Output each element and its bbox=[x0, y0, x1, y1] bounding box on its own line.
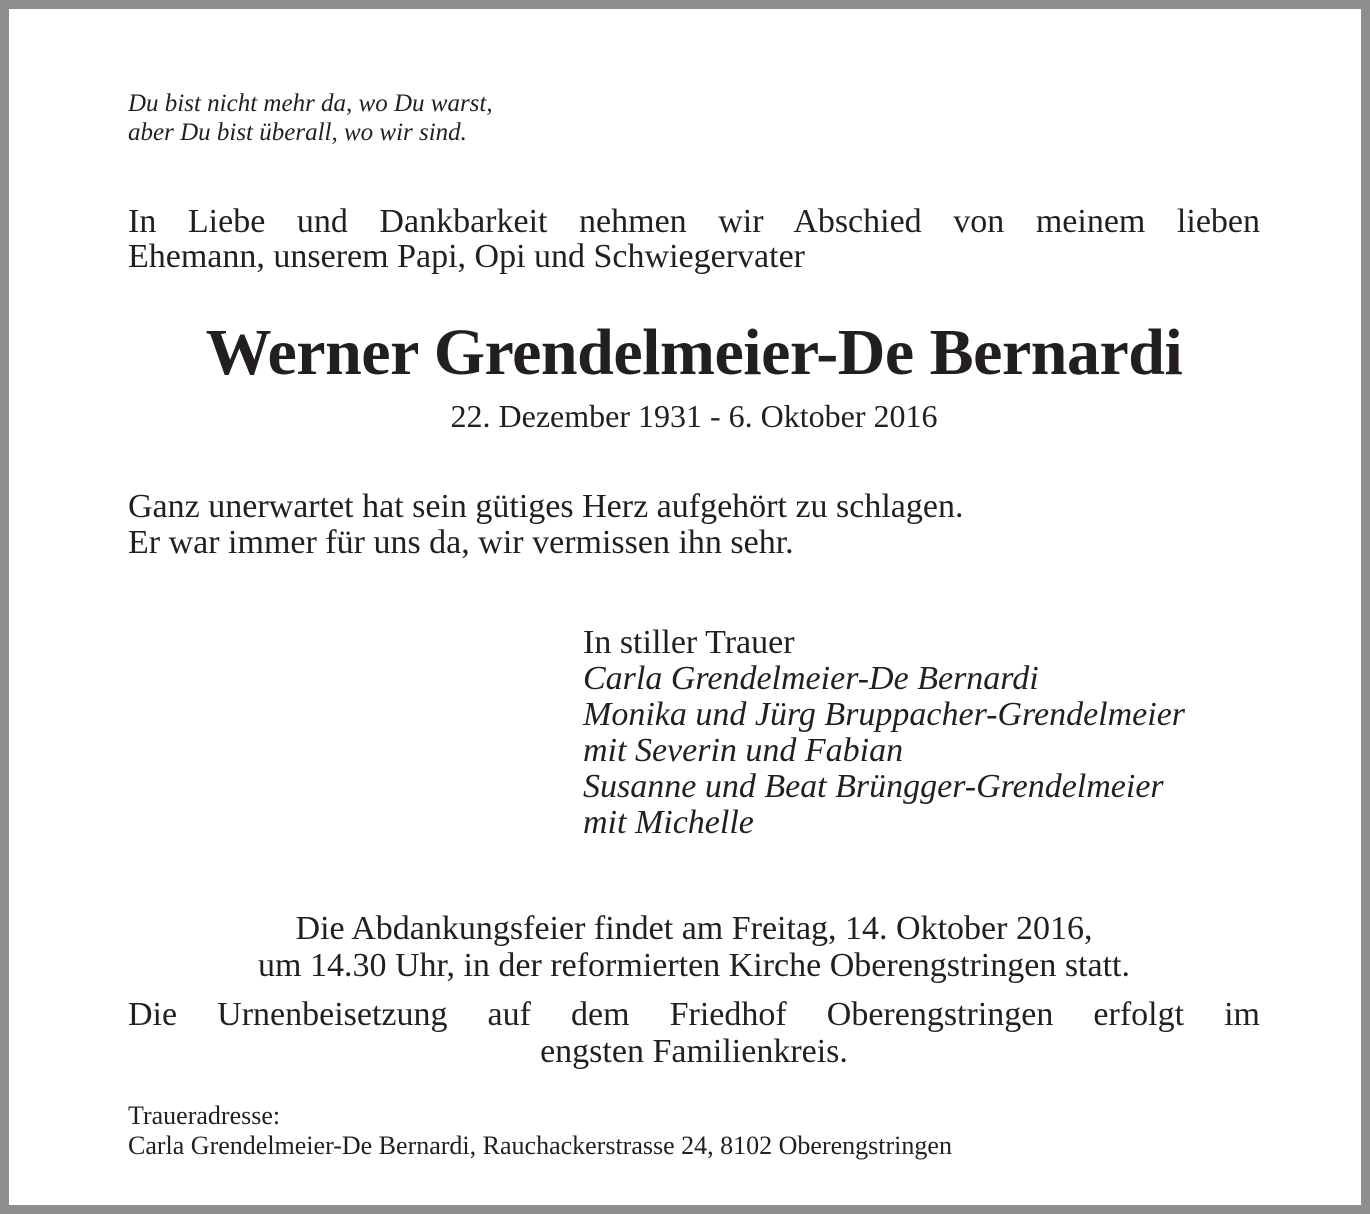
urn-line-2: engsten Familienkreis. bbox=[540, 1033, 848, 1070]
intro-text bbox=[128, 204, 1260, 274]
urn-burial-info bbox=[128, 996, 1260, 1070]
message-line-1: Ganz unerwartet hat sein gütiges Herz aufgehört zu schlagen. bbox=[128, 488, 964, 525]
mourners-heading: In stiller Trauer bbox=[583, 624, 795, 661]
ceremony-info bbox=[9, 910, 1370, 984]
mourner-name: mit Michelle bbox=[583, 804, 754, 841]
mourner-name: Monika und Jürg Bruppacher-Grendelmeier bbox=[583, 696, 1186, 733]
message-line-2: Er war immer für uns da, wir vermissen ihn sehr. bbox=[128, 524, 794, 561]
mourners-section bbox=[583, 625, 1283, 841]
intro-line-2: Ehemann, unserem Papi, Opi und Schwiegervater bbox=[128, 238, 805, 275]
condolence-message bbox=[128, 489, 1260, 561]
ceremony-line-2: um 14.30 Uhr, in der reformierten Kirche Oberengstringen statt. bbox=[258, 947, 1130, 984]
life-dates: 22. Dezember 1931 - 6. Oktober 2016 bbox=[450, 398, 938, 434]
mourner-name: Carla Grendelmeier-De Bernardi bbox=[583, 660, 1039, 697]
ceremony-line-1: Die Abdankungsfeier findet am Freitag, 14. Oktober 2016, bbox=[295, 910, 1093, 947]
address-label: Traueradresse: bbox=[128, 1101, 281, 1130]
motto-line-1: Du bist nicht mehr da, wo Du warst, bbox=[128, 90, 493, 117]
deceased-name: Werner Grendelmeier-De Bernardi bbox=[205, 316, 1183, 389]
mourners-list bbox=[583, 661, 1283, 841]
urn-line-1: Die Urnenbeisetzung auf dem Friedhof Oberengstringen erfolgt im bbox=[128, 996, 1260, 1033]
intro-line-1: In Liebe und Dankbarkeit nehmen wir Abschied von meinem lieben bbox=[128, 203, 1260, 240]
mourner-name: mit Severin und Fabian bbox=[583, 732, 904, 769]
mourner-name: Susanne und Beat Brüngger-Grendelmeier bbox=[583, 768, 1164, 805]
mourning-address bbox=[128, 1101, 1260, 1161]
motto-quote bbox=[128, 89, 1260, 147]
motto-line-2: aber Du bist überall, wo wir sind. bbox=[128, 119, 467, 146]
address-value: Carla Grendelmeier-De Bernardi, Rauchackerstrasse 24, 8102 Oberengstringen bbox=[128, 1131, 952, 1160]
